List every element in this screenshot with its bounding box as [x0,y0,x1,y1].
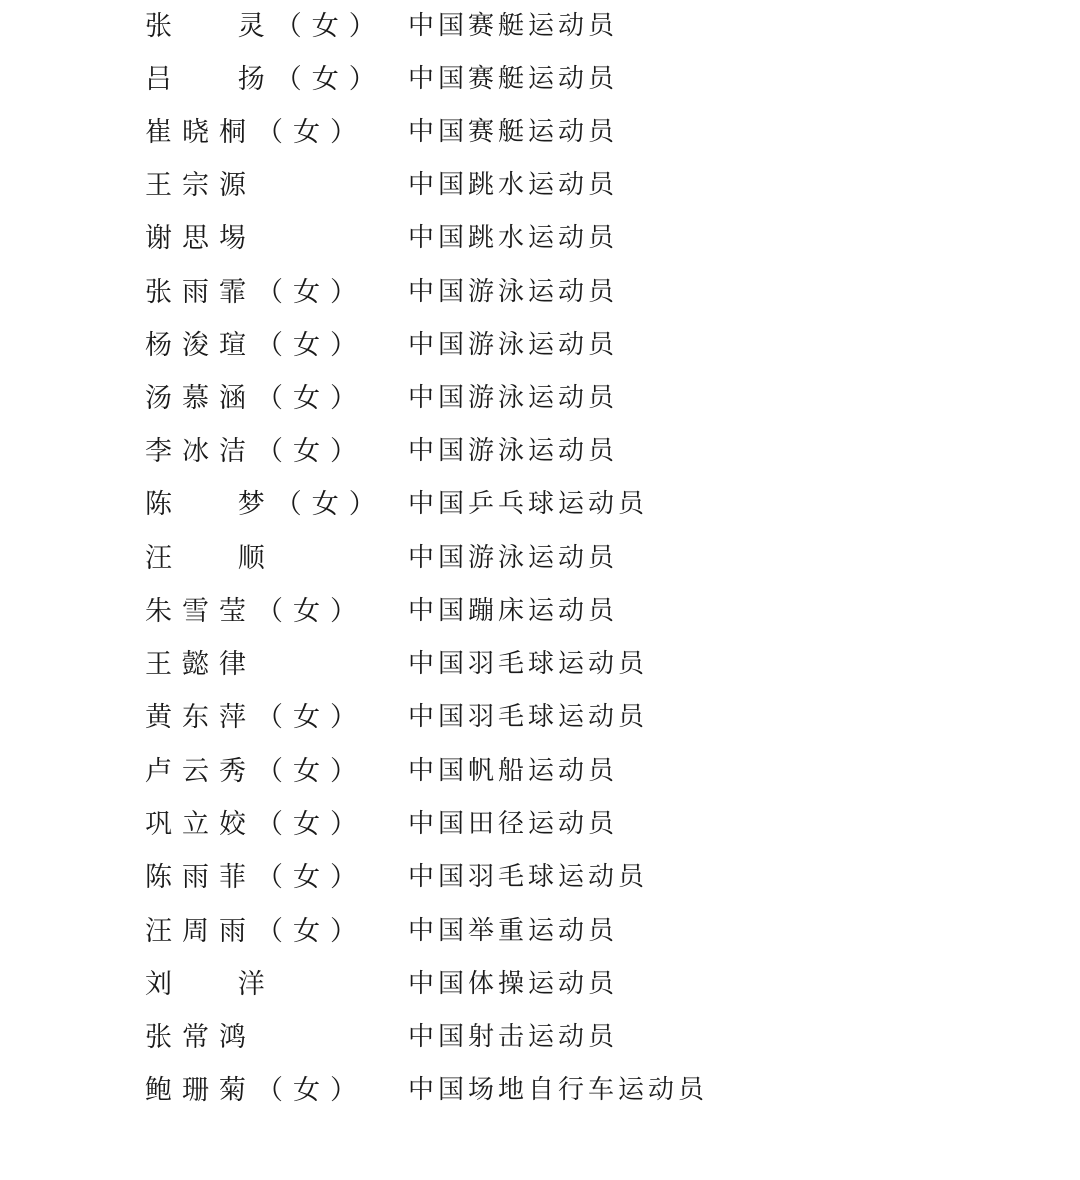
athlete-name: 陈 梦（女） [145,489,386,520]
athlete-name: 杨浚瑄（女） [145,330,367,361]
list-item [0,425,1080,478]
list-item [0,1011,1080,1064]
athlete-name: 陈雨菲（女） [145,862,367,893]
list-item [0,585,1080,638]
list-item [0,691,1080,744]
list-item [0,53,1080,106]
athlete-name: 李冰洁（女） [145,436,367,467]
list-item [0,372,1080,425]
list-item [0,0,1080,53]
athlete-title: 中国场地自行车运动员 [408,1075,709,1105]
list-item [0,958,1080,1011]
athlete-name: 刘 洋 [145,969,275,1000]
athlete-name: 卢云秀（女） [145,756,367,787]
athlete-title: 中国羽毛球运动员 [408,862,649,892]
list-item [0,851,1080,904]
athlete-title: 中国跳水运动员 [408,170,619,200]
athlete-name: 巩立姣（女） [145,809,367,840]
athlete-title: 中国举重运动员 [408,916,619,946]
athlete-title: 中国体操运动员 [408,969,619,999]
athlete-name: 崔晓桐（女） [145,117,367,148]
athlete-name: 汪周雨（女） [145,916,367,947]
athlete-title: 中国帆船运动员 [408,756,619,786]
athlete-name: 吕 扬（女） [145,64,386,95]
athlete-title: 中国赛艇运动员 [408,11,619,41]
athlete-name: 张 灵（女） [145,11,386,42]
list-item [0,319,1080,372]
athlete-name: 鲍珊菊（女） [145,1075,367,1106]
athlete-name: 汪 顺 [145,543,275,574]
athlete-name: 张雨霏（女） [145,277,367,308]
athlete-title: 中国田径运动员 [408,809,619,839]
athlete-title: 中国羽毛球运动员 [408,702,649,732]
athlete-title: 中国羽毛球运动员 [408,649,649,679]
list-item [0,159,1080,212]
athlete-title: 中国射击运动员 [408,1022,619,1052]
list-item [0,266,1080,319]
athlete-title: 中国赛艇运动员 [408,117,619,147]
athlete-title: 中国游泳运动员 [408,330,619,360]
athlete-name: 张常鸿 [145,1022,256,1053]
athlete-name: 王宗源 [145,170,256,201]
athlete-name: 谢思埸 [145,223,256,254]
list-item [0,745,1080,798]
athlete-title: 中国游泳运动员 [408,436,619,466]
athlete-name: 朱雪莹（女） [145,596,367,627]
athlete-title: 中国蹦床运动员 [408,596,619,626]
list-item [0,106,1080,159]
athlete-title: 中国赛艇运动员 [408,64,619,94]
list-item [0,638,1080,691]
list-item [0,905,1080,958]
list-item [0,1064,1080,1117]
list-item [0,532,1080,585]
athlete-name: 王懿律 [145,649,256,680]
athlete-name: 汤慕涵（女） [145,383,367,414]
athlete-title: 中国游泳运动员 [408,543,619,573]
list-item [0,212,1080,265]
athlete-name: 黄东萍（女） [145,702,367,733]
list-item [0,798,1080,851]
athlete-title: 中国乒乓球运动员 [408,489,649,519]
athlete-title: 中国游泳运动员 [408,277,619,307]
athlete-title: 中国游泳运动员 [408,383,619,413]
list-item [0,478,1080,531]
athlete-title: 中国跳水运动员 [408,223,619,253]
